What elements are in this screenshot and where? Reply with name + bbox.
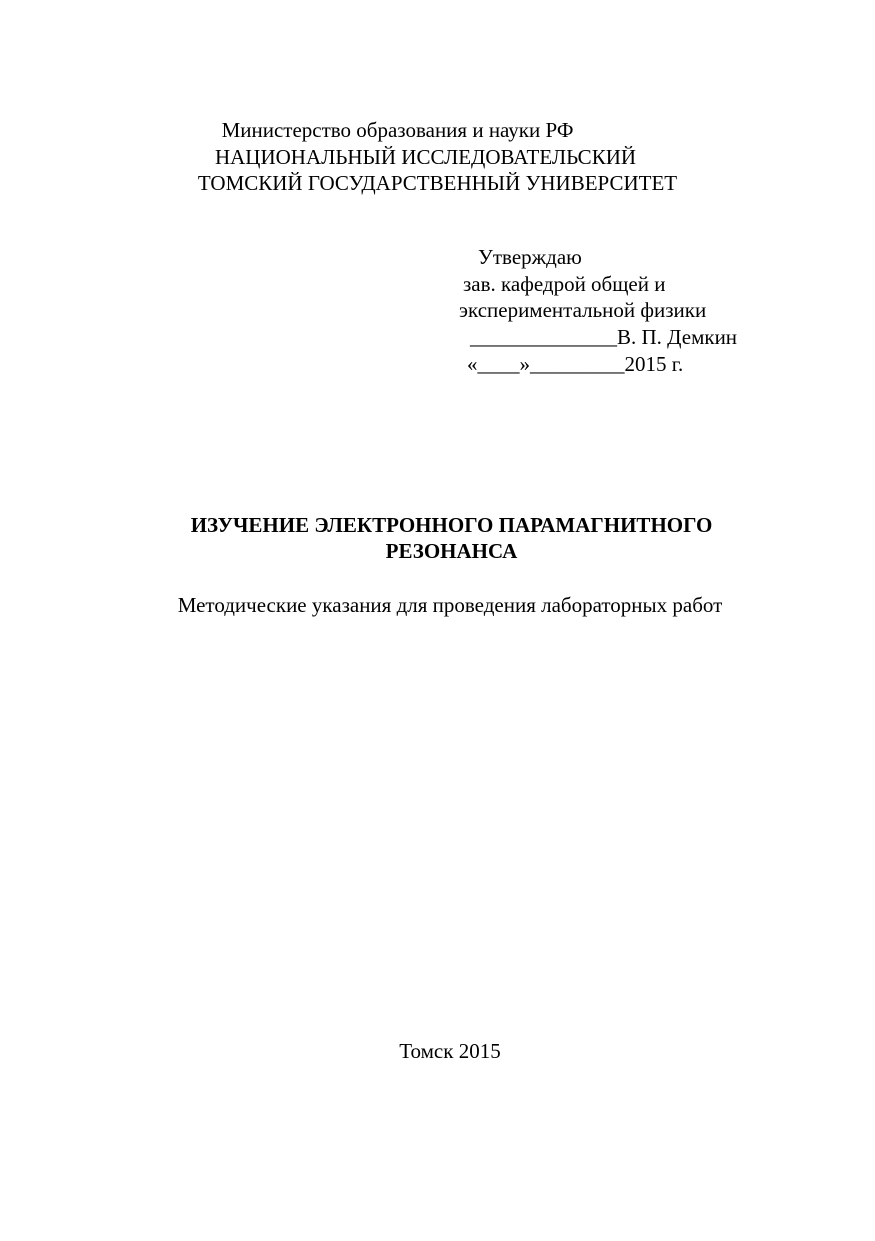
approval-date-line: «____»_________2015 г. [467,352,684,376]
ministry-line: Министерство образования и науки РФ [221,118,574,142]
approver-position-line-2: экспериментальной физики [459,298,707,322]
document-subtitle: Методические указания для проведения лабораторных работ [177,593,723,617]
title-line-1: ИЗУЧЕНИЕ ЭЛЕКТРОННОГО ПАРАМАГНИТНОГО [190,513,713,537]
approver-signature-line: ______________В. П. Демкин [470,325,738,349]
approve-word: Утверждаю [478,245,582,269]
title-line-2: РЕЗОНАНСА [385,539,518,563]
document-title [0,512,875,564]
university-line-2: ТОМСКИЙ ГОСУДАРСТВЕННЫЙ УНИВЕРСИТЕТ [197,171,678,195]
university-line-1: НАЦИОНАЛЬНЫЙ ИССЛЕДОВАТЕЛЬСКИЙ [214,145,637,169]
city-year-footer: Томск 2015 [399,1039,501,1063]
approver-position-line-1: зав. кафедрой общей и [463,272,666,296]
